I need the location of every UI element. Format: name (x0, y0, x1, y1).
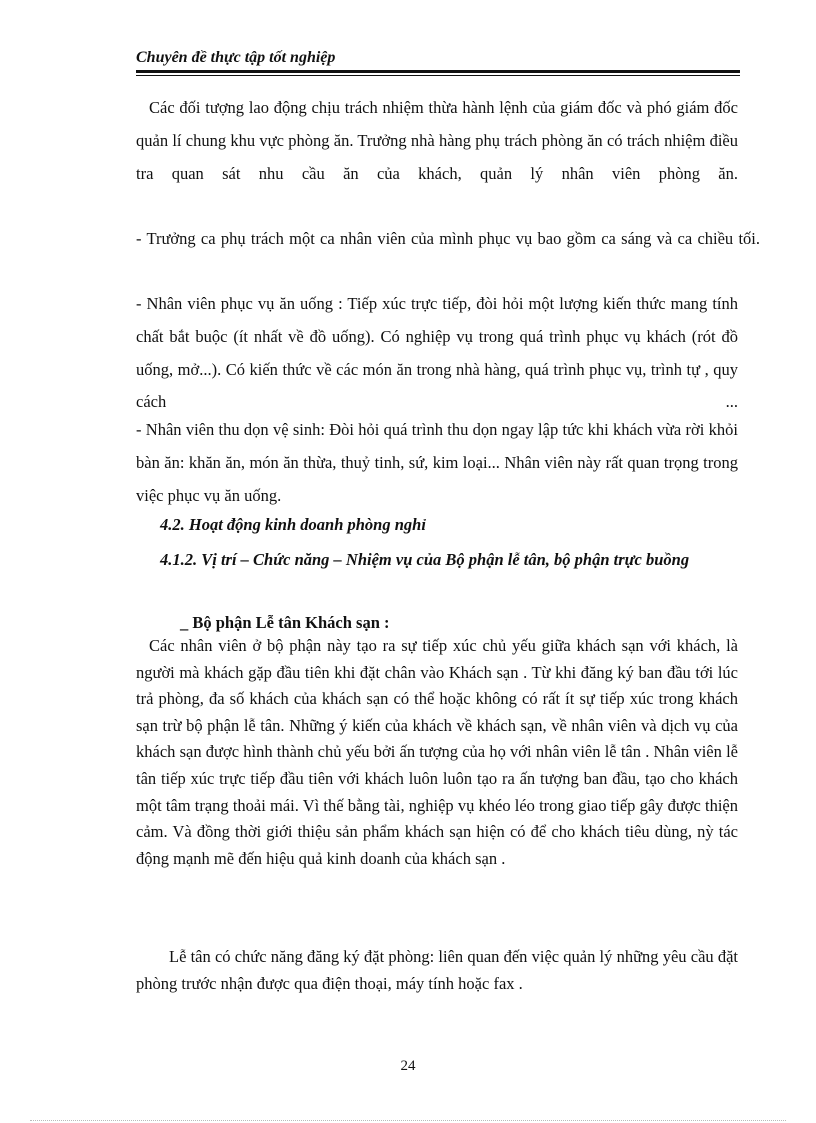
running-header: Chuyên đề thực tập tốt nghiệp (136, 49, 336, 66)
list-item: - Trưởng ca phụ trách một ca nhân viên của mình phục vụ bao gồm ca sáng và ca chiều tối. (136, 229, 760, 248)
list-item: - Nhân viên phục vụ ăn uống : Tiếp xúc trực tiếp, đòi hỏi một lượng kiến thức mang tính chất bắt buộc (ít nhất về đồ uống). Có nghiệp vụ trong quá trình phục vụ khách (rót đồ uống, mở...). Có kiến thức về các món ăn trong nhà hàng, quá trình phục vụ, trình tự , quy cách ... (136, 294, 738, 412)
paragraph: Các nhân viên ở bộ phận này tạo ra sự tiếp xúc chủ yếu giữa khách sạn với khách, là người mà khách gặp đầu tiên khi đặt chân vào Khách sạn . Từ khi đăng ký ban đầu tới lúc trả phòng, đa số khách của khách sạn có thể hoặc không có rất ít sự tiếp xúc trong khách sạn trừ bộ phận lễ tân. Những ý kiến của khách về khách sạn, về nhân viên và dịch vụ của khách sạn được hình thành chủ yếu bởi ấn tượng của họ với nhân viên lễ tân . Nhân viên lễ tân tiếp xúc trực tiếp đầu tiên với khách luôn luôn tạo ra ấn tượng ban đầu, tạo cho khách một tâm trạng thoải mái. Vì thế bằng tài, nghiệp vụ khéo léo trong giao tiếp gây được thiện cảm. Và đồng thời giới thiệu sản phẩm khách sạn hiện có để cho khách tiêu dùng, nỳ tác động mạnh mẽ đến hiệu quả kinh doanh của khách sạn . (136, 636, 738, 868)
paragraph: Lễ tân có chức năng đăng ký đặt phòng: liên quan đến việc quản lý những yêu cầu đặt phòng trước nhận được qua điện thoại, máy tính hoặc fax . (136, 947, 738, 993)
paragraph: Các đối tượng lao động chịu trách nhiệm thừa hành lệnh của giám đốc và phó giám đốc quản lí chung khu vực phòng ăn. Trưởng nhà hàng phụ trách phòng ăn có trách nhiệm điều tra quan sát nhu cầu ăn của khách, quản lý nhân viên phòng ăn. (136, 98, 738, 183)
page-number: 24 (400, 1058, 416, 1074)
header-rule-thin (136, 75, 740, 76)
page-bottom-border (30, 1120, 786, 1121)
header-rule-thick (136, 70, 740, 73)
section-heading: 4.2. Hoạt động kinh doanh phòng nghỉ (160, 515, 426, 534)
subheading-reception: _ Bộ phận Lễ tân Khách sạn : (180, 613, 390, 632)
subsection-heading: 4.1.2. Vị trí – Chức năng – Nhiệm vụ của Bộ phận lễ tân, bộ phận trực buồng (160, 550, 690, 569)
list-item: - Nhân viên thu dọn vệ sinh: Đòi hỏi quá trình thu dọn ngay lập tức khi khách vừa rời khỏi bàn ăn: khăn ăn, món ăn thừa, thuỷ tinh, sứ, kim loại... Nhân viên này rất quan trọng trong việc phục vụ ăn uống. (136, 420, 738, 505)
